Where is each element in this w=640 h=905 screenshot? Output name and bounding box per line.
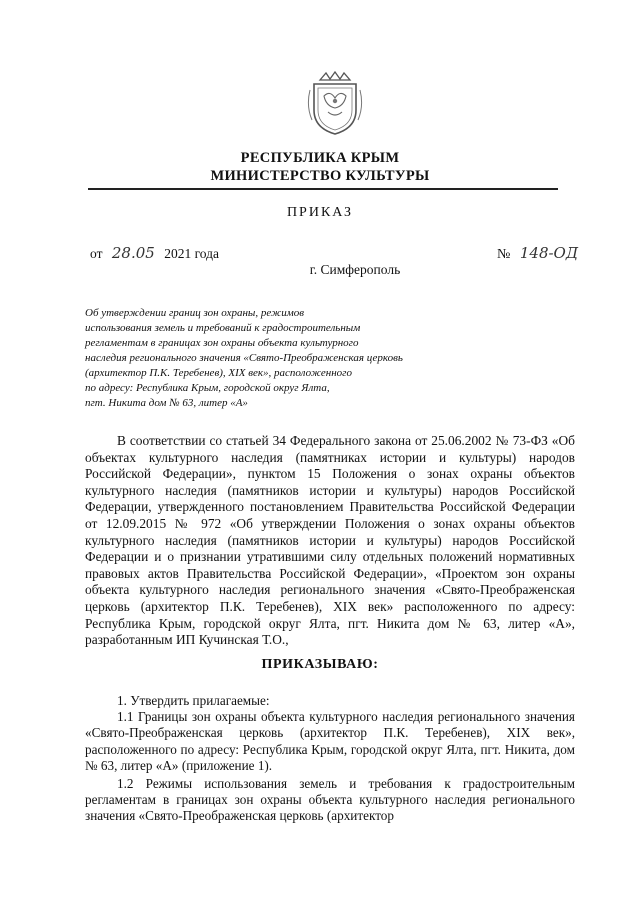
subject-line: использования земель и требований к градостроительным <box>85 322 361 334</box>
subject-line: (архитектор П.К. Теребенев), XIX век», расположенного <box>85 367 352 379</box>
orders-heading: ПРИКАЗЫВАЮ: <box>261 657 379 672</box>
order-number <box>497 244 578 263</box>
document-title: ПРИКАЗ <box>286 205 354 220</box>
date-prefix: от <box>90 246 103 261</box>
date-handwritten: 28.05 <box>111 244 155 262</box>
number-prefix: № <box>497 247 511 262</box>
order-items <box>85 693 575 825</box>
item-1-2: 1.2 Режимы использования земель и требования к градостроительным регламентам в границах зон охраны объекта культурного наследия регионального значения «Свято-Преображенская церковь (архитектор <box>85 776 575 824</box>
subject-line: Об утверждении границ зон охраны, режимов <box>85 307 305 319</box>
item-1-1: 1.1 Границы зон охраны объекта культурного наследия регионального значения «Свято-Преображенская церковь (архитектор П.К. Теребенев), XIX век», расположенного по адресу: Республика Крым, городской округ Ялта, пгт. Никита, дом № 63, литер «А» (приложение 1). <box>85 709 575 773</box>
header-ministry: МИНИСТЕРСТВО КУЛЬТУРЫ <box>210 168 430 184</box>
order-subject <box>85 306 415 411</box>
number-handwritten: 148-ОД <box>519 244 579 262</box>
subject-line: регламентам в границах зон охраны объекта культурного <box>85 337 359 349</box>
header-divider <box>88 188 558 190</box>
header-republic: РЕСПУБЛИКА КРЫМ <box>240 150 400 166</box>
order-date <box>90 244 219 262</box>
city: г. Симферополь <box>309 262 401 277</box>
date-year: 2021 года <box>164 246 219 261</box>
preamble-paragraph: В соответствии со статьей 34 Федерального закона от 25.06.2002 № 73-ФЗ «Об объектах культурного наследия (памятниках истории и культуры) народов Российской Федерации», пунктом 15 Положения о зонах охраны объектов культурного наследия (памятников истории и культуры) народов Российской Федерации, утвержденного постановлением Правительства Российской Федерации от 12.09.2015 № 972 «Об утверждении Положения о зонах охраны объектов культурного наследия (памятников истории и культуры) народов Российской Федерации и о признании утратившими силу отдельных положений нормативных правовых актов Правительства Российской Федерации», «Проектом зон охраны объекта культурного наследия регионального значения «Свято-Преображенская церковь (архитектор П.К. Теребенев), XIX век» расположенного по адресу: Республика Крым, городской округ Ялта, пгт. Никита дом № 63, литер «А», разработанным ИП Кучинская Т.О., <box>85 433 575 648</box>
coat-of-arms-emblem <box>306 70 364 136</box>
item-1: 1. Утвердить прилагаемые: <box>117 693 270 708</box>
subject-line: пгт. Никита дом № 63, литер «А» <box>85 397 248 409</box>
preamble <box>85 433 575 649</box>
subject-line: по адресу: Республика Крым, городской округ Ялта, <box>85 382 330 394</box>
subject-line: наследия регионального значения «Свято-Преображенская церковь <box>85 352 403 364</box>
